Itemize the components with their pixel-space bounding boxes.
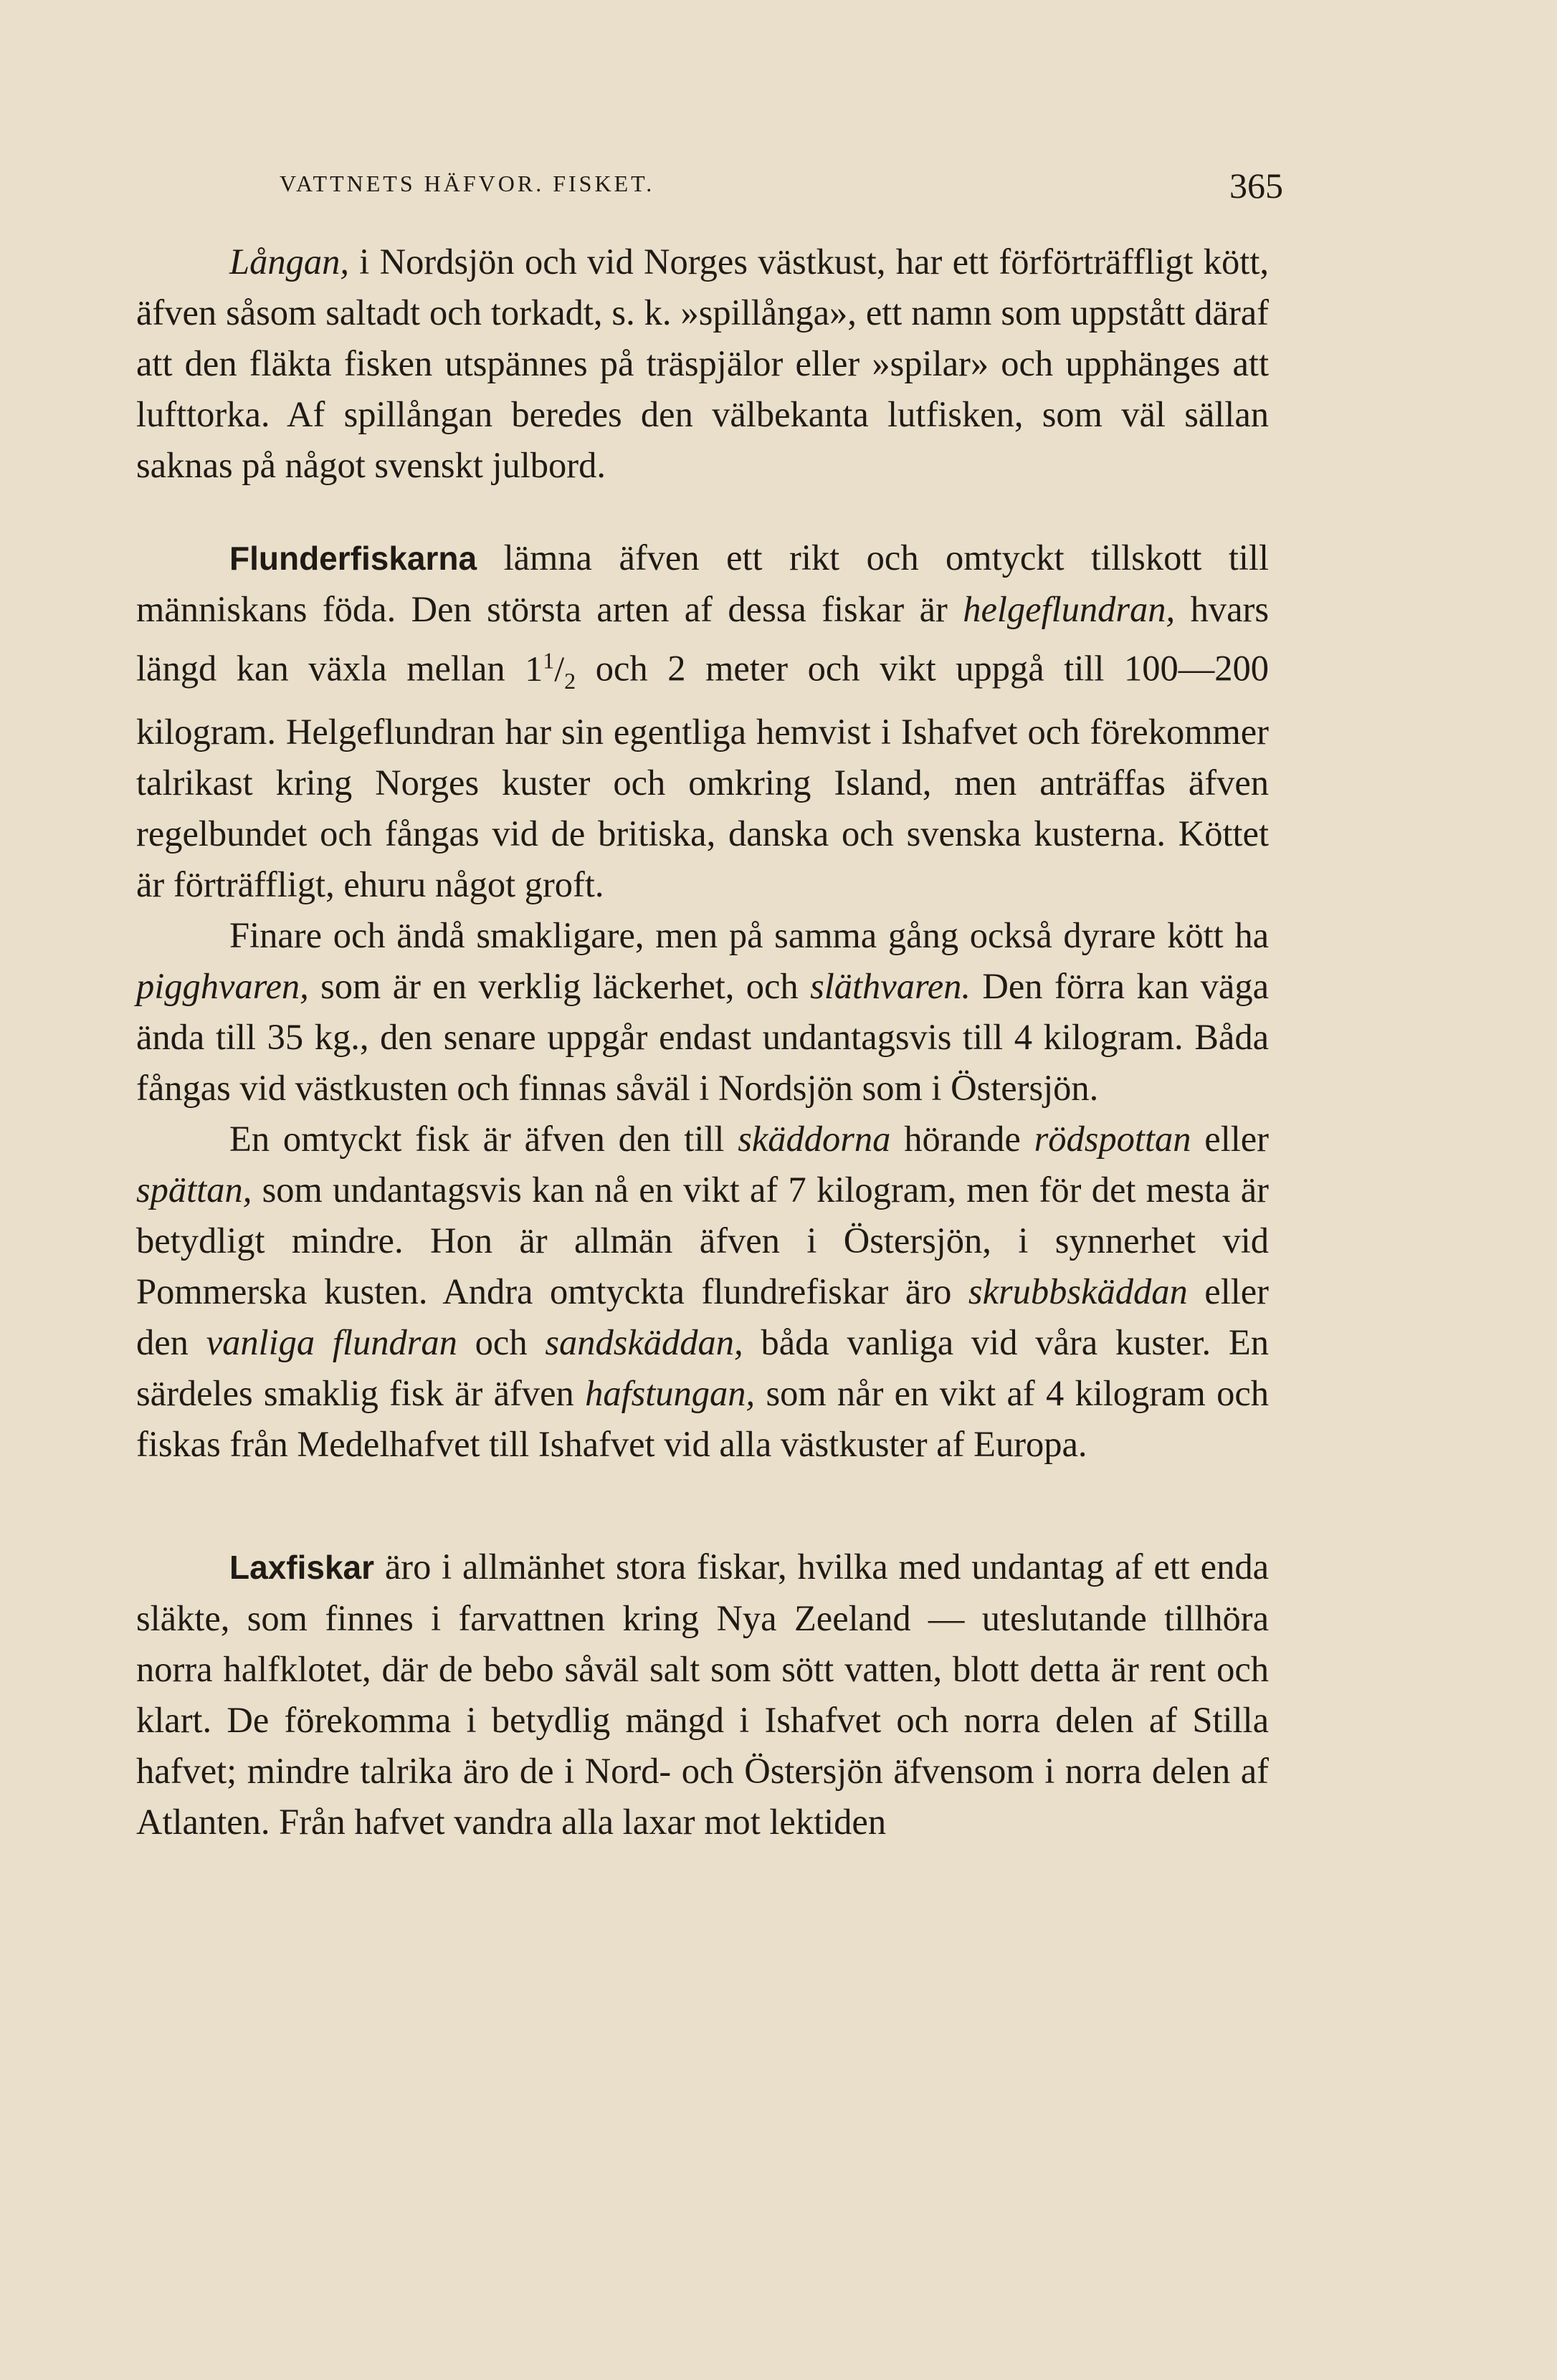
body-text: [136, 236, 1269, 1848]
species-term: Långan,: [229, 242, 349, 282]
paragraph-skaddor: [136, 1114, 1269, 1470]
paragraph-text: Den förra kan väga ända till 35 kg., den senare uppgår endast undantagsvis till 4 kilogram. Båda fångas vid västkusten och finnas såväl i Nordsjön som i Östersjön.: [136, 965, 1269, 1108]
species-term: sandskäddan,: [545, 1322, 743, 1362]
paragraph-text: och 2 meter och vikt uppgå till 100—200 kilogram. Helgeflundran har sin egentliga hemvist i Ishafvet och förekommer talrikast kring Norges kuster och omkring Island, men anträffas äfven regelbundet och fångas vid de britiska, danska och svenska kusterna. Köttet är förträffligt, ehuru något groft.: [136, 648, 1269, 904]
paragraph-text: hvars längd kan växla mellan: [136, 589, 1269, 689]
section-heading: Laxfiskar: [229, 1548, 375, 1586]
fraction-whole: 1: [525, 648, 543, 689]
species-term: skäddorna: [738, 1118, 891, 1159]
species-term: hafstungan,: [585, 1372, 756, 1413]
paragraph-text: eller: [1191, 1118, 1269, 1159]
fraction: $1^1/_2$: [525, 647, 576, 694]
paragraph-text: lämna äfven ett rikt och omtyckt tillskott till människans föda. Den största arten af dessa fiskar är: [136, 537, 1269, 629]
paragraph-laxfiskar: [136, 1542, 1269, 1848]
species-term: skrubbskäddan: [968, 1271, 1188, 1311]
page-number: 365: [1229, 166, 1283, 206]
paragraph-text: som är en verklig läckerhet, och: [308, 965, 811, 1006]
paragraph-text: eller den: [136, 1271, 1269, 1362]
paragraph-text: som når en vikt af 4 kilogram och fiskas från Medelhafvet till Ishafvet vid alla västkuster af Europa.: [136, 1372, 1270, 1464]
paragraph-flunderfiskarna: [136, 532, 1269, 910]
paragraph-text: hörande: [890, 1118, 1034, 1159]
paragraph-text: båda vanliga vid våra kuster. En särdeles smaklig fisk är äfven: [136, 1322, 1269, 1413]
paragraph-text: äro i allmänhet stora fiskar, hvilka med undantag af ett enda släkte, som finnes i farvattnen kring Nya Zeeland — uteslutande tillhöra norra halfklotet, där de bebo såväl salt som sött vatten, blott detta är rent och klart. De förekomma i betydlig mängd i Ishafvet och norra delen af Stilla hafvet; mindre talrika äro de i Nord- och Östersjön äfvensom i norra delen af Atlanten. Från hafvet vandra alla laxar mot lektiden: [136, 1546, 1269, 1842]
fraction-numerator: 1: [543, 647, 555, 673]
species-term: vanliga flundran: [206, 1322, 457, 1362]
paragraph-pigghvaren: [136, 910, 1269, 1114]
paragraph-text: i Nordsjön och vid Norges västkust, har ett förförträffligt kött, äfven såsom saltadt och torkadt, s. k. »spillånga», ett namn som uppstått däraf att den fläkta fisken utspännes på träspjälor eller »spilar» och upphänges att lufttorka. Af spillångan beredes den välbekanta lutfisken, som väl sällan saknas på något svenskt julbord.: [136, 242, 1269, 485]
species-term: helgeflundran,: [963, 589, 1176, 629]
paragraph-text: som undantagsvis kan nå en vikt af 7 kilogram, men för det mesta är betydligt mindre. Hon är allmän äfven i Östersjön, i synnerhet vid Pommerska kusten. Andra omtyckta flundrefiskar äro: [136, 1169, 1269, 1311]
species-term: spättan,: [136, 1169, 252, 1210]
running-title: VATTNETS HÄFVOR. FISKET.: [280, 171, 655, 196]
running-header: [136, 165, 1283, 215]
paragraph-text: Finare och ändå smakligare, men på samma gång också dyrare kött ha: [229, 914, 1269, 955]
paragraph-langan: [136, 236, 1269, 491]
paragraph-text: och: [457, 1322, 546, 1362]
species-term: rödspottan: [1034, 1118, 1191, 1159]
species-term: pigghvaren,: [136, 965, 309, 1006]
paragraph-text: En omtyckt fisk är äfven den till: [229, 1118, 738, 1159]
section-heading: Flunderfiskarna: [229, 540, 477, 577]
species-term: släthvaren.: [810, 965, 971, 1006]
fraction-denominator: 2: [564, 667, 576, 694]
